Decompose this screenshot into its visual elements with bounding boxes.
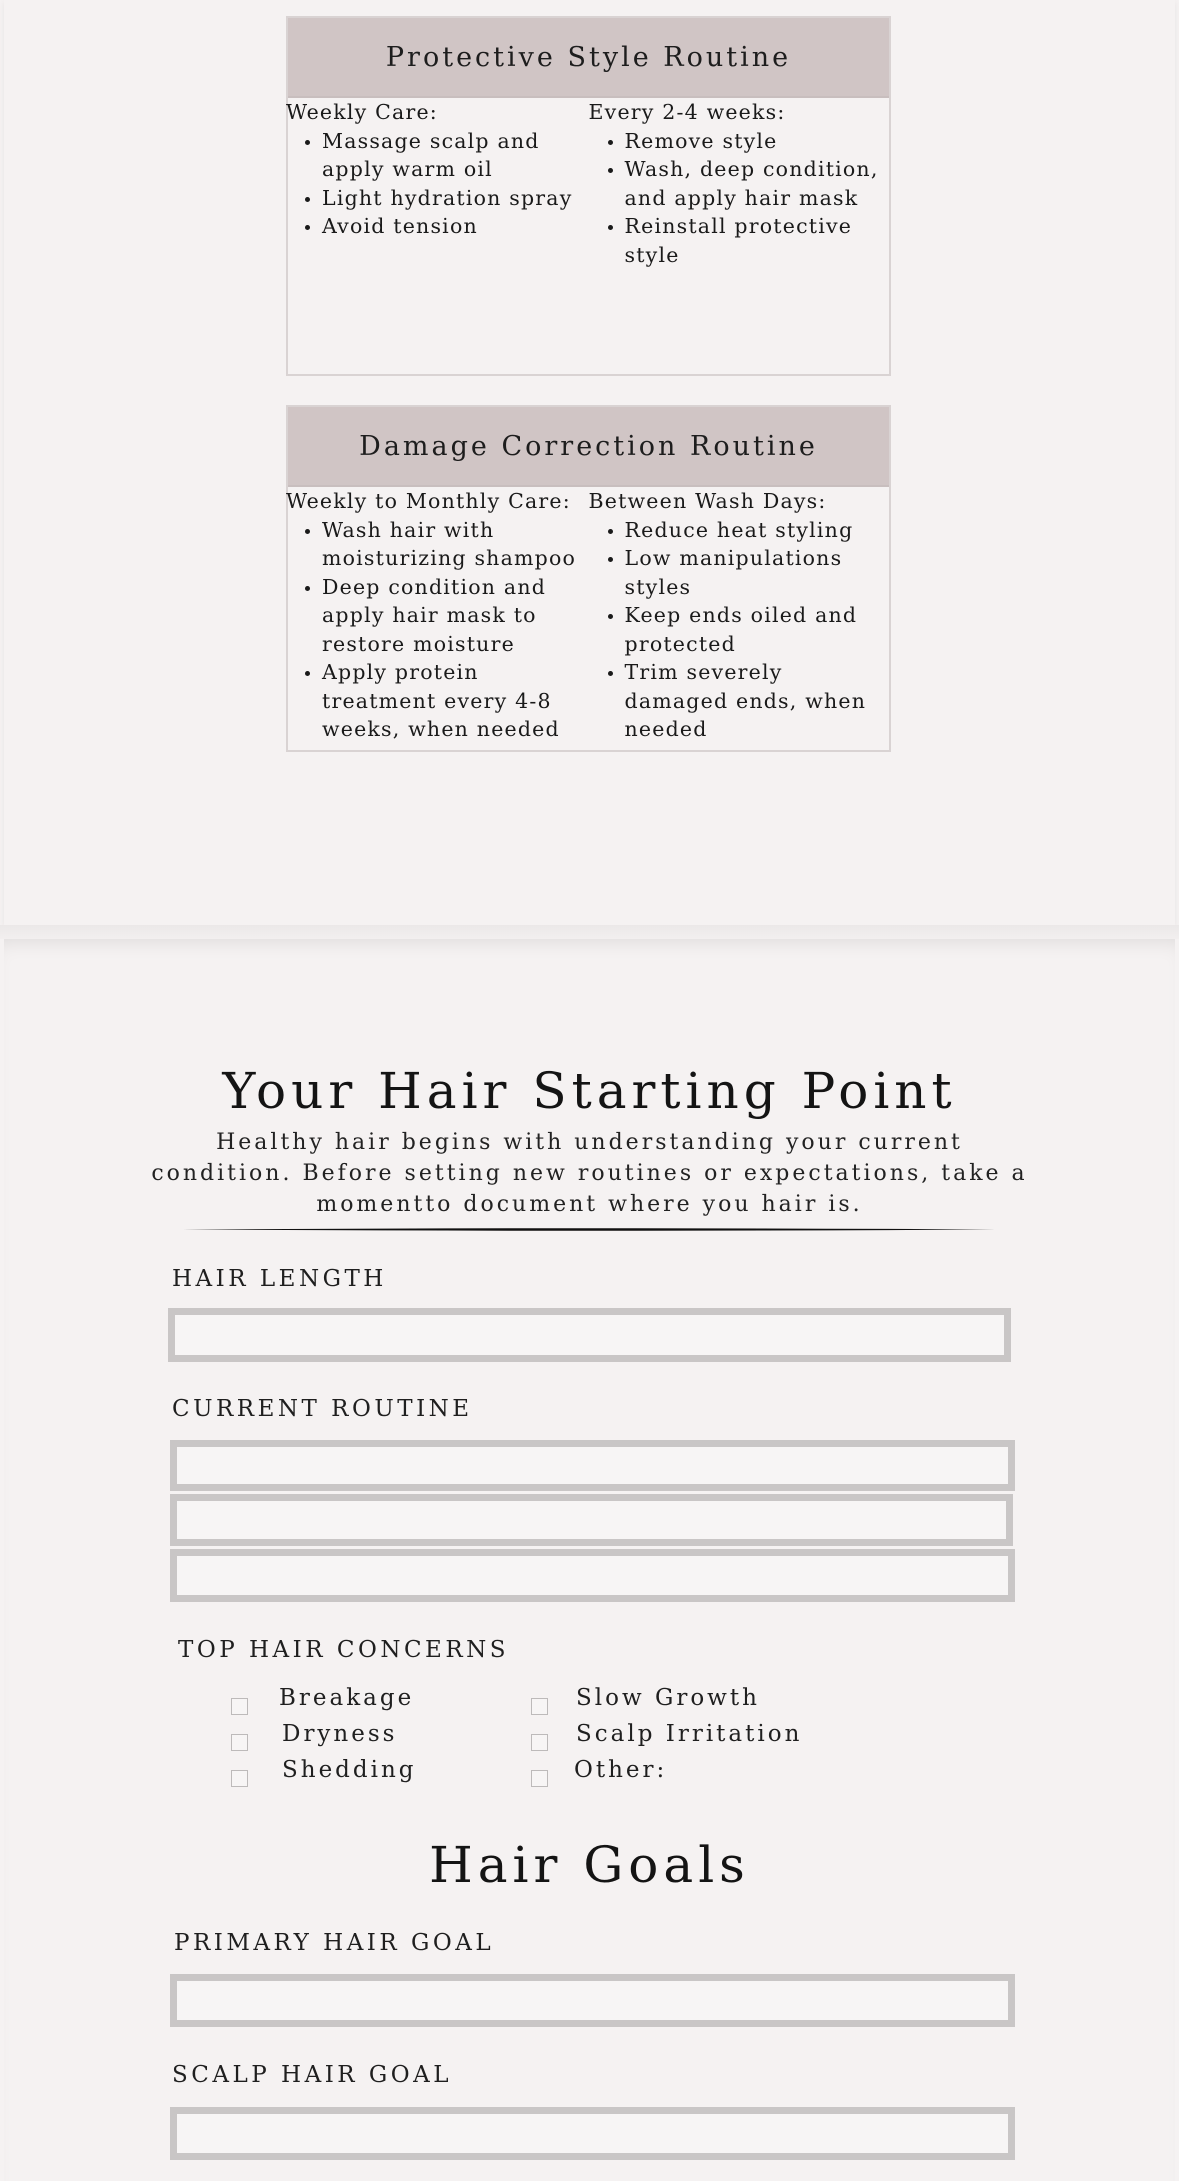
- list-item: • Remove style: [625, 127, 888, 156]
- checkbox[interactable]: [231, 1734, 248, 1751]
- checkbox-label: Slow Growth: [576, 1685, 760, 1711]
- list-item: • Keep ends oiled and protected: [625, 601, 888, 658]
- between-wash-days-column: [587, 487, 888, 744]
- list-item: • Wash, deep condition, and apply hair mask: [625, 155, 888, 212]
- column-title: Weekly to Monthly Care:: [286, 489, 571, 513]
- checkbox[interactable]: [231, 1770, 248, 1787]
- page-title: Your Hair Starting Point: [222, 1062, 957, 1120]
- list-item: • Avoid tension: [322, 212, 587, 241]
- current-routine-field-3[interactable]: [170, 1549, 1015, 1602]
- intro-text: Healthy hair begins with understanding your current condition. Before setting new routines or expectations, take a momentto document where you hair is.: [151, 1130, 1028, 1217]
- weekly-care-column: [286, 98, 587, 269]
- concern-breakage[interactable]: [231, 1685, 415, 1715]
- checkbox-label: Dryness: [282, 1721, 398, 1747]
- concern-slow-growth[interactable]: [531, 1685, 760, 1715]
- checkbox[interactable]: [231, 1698, 248, 1715]
- list-item: • Reduce heat styling: [625, 516, 888, 545]
- column-title: Between Wash Days:: [588, 489, 827, 513]
- list-item: • Low manipulations styles: [625, 544, 888, 601]
- list-item: • Deep condition and apply hair mask to restore moisture: [322, 573, 587, 659]
- divider: [182, 1227, 996, 1232]
- column-title: Every 2-4 weeks:: [588, 100, 786, 124]
- list-item: • Massage scalp and apply warm oil: [322, 127, 587, 184]
- primary-goal-field[interactable]: [170, 1974, 1015, 2027]
- concerns-label: TOP HAIR CONCERNS: [178, 1637, 510, 1663]
- card-title: Damage Correction Routine: [288, 407, 889, 487]
- checkbox[interactable]: [531, 1770, 548, 1787]
- card-title: Protective Style Routine: [288, 18, 889, 98]
- hair-length-label: HAIR LENGTH: [172, 1266, 387, 1292]
- section-title: Hair Goals: [429, 1836, 750, 1894]
- column-title: Weekly Care:: [286, 100, 438, 124]
- checkbox-label: Breakage: [279, 1685, 415, 1711]
- current-routine-label: CURRENT ROUTINE: [172, 1396, 473, 1422]
- checkbox-label: Scalp Irritation: [576, 1721, 803, 1747]
- checkbox-label: Other:: [574, 1757, 668, 1783]
- weekly-monthly-column: [286, 487, 587, 744]
- checkbox-label: Shedding: [282, 1757, 417, 1783]
- scalp-goal-field[interactable]: [170, 2107, 1015, 2160]
- list-item: • Wash hair with moisturizing shampoo: [322, 516, 587, 573]
- concern-scalp-irritation[interactable]: [531, 1721, 803, 1751]
- concern-shedding[interactable]: [231, 1757, 417, 1787]
- checkbox[interactable]: [531, 1698, 548, 1715]
- scalp-goal-label: SCALP HAIR GOAL: [172, 2062, 453, 2088]
- list-item: • Light hydration spray: [322, 184, 587, 213]
- protective-routine-card: [286, 16, 891, 376]
- list-item: • Reinstall protective style: [625, 212, 888, 269]
- current-routine-field-2[interactable]: [170, 1494, 1013, 1546]
- damage-correction-card: [286, 405, 891, 752]
- checkbox[interactable]: [531, 1734, 548, 1751]
- current-routine-field-1[interactable]: [170, 1440, 1015, 1491]
- list-item: • Apply protein treatment every 4-8 weeks, when needed: [322, 658, 587, 744]
- every-few-weeks-column: [587, 98, 888, 269]
- primary-goal-label: PRIMARY HAIR GOAL: [174, 1930, 495, 1956]
- hair-length-field[interactable]: [168, 1308, 1011, 1362]
- concern-dryness[interactable]: [231, 1721, 398, 1751]
- page-break: [0, 925, 1179, 939]
- concern-other[interactable]: [531, 1757, 668, 1787]
- list-item: • Trim severely damaged ends, when needed: [625, 658, 888, 744]
